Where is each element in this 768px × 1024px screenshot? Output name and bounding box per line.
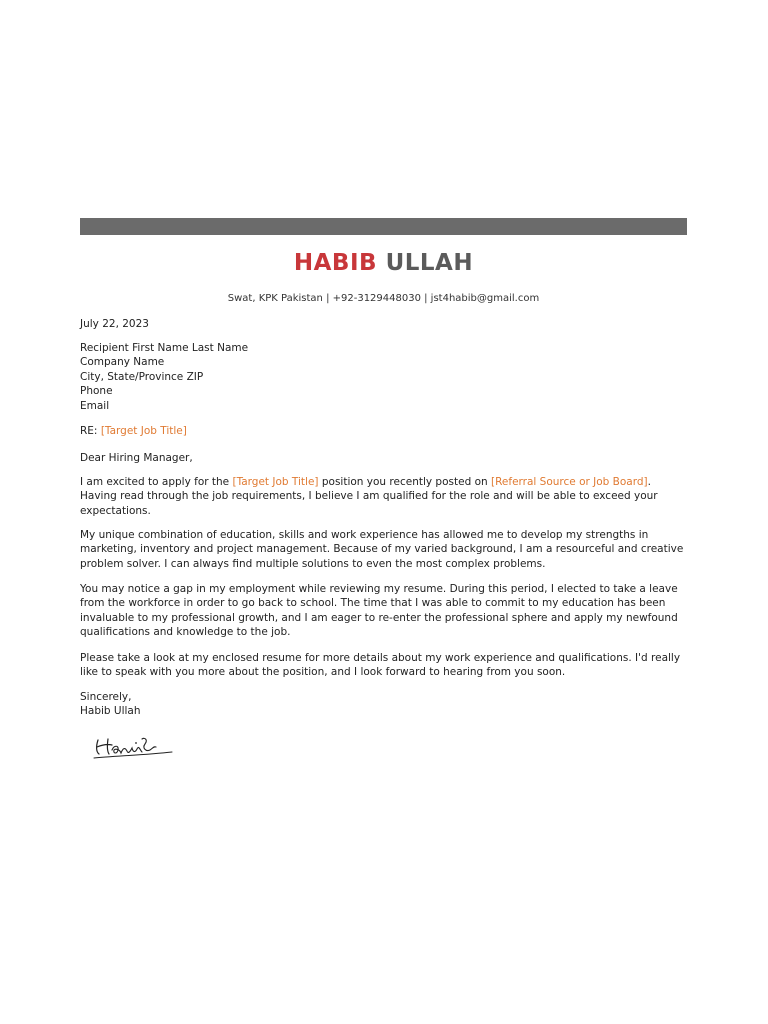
letter-date: July 22, 2023 <box>80 318 149 330</box>
subject-line <box>80 424 690 438</box>
intro-text-2: position you recently posted on <box>318 476 491 488</box>
recipient-name: Recipient First Name Last Name <box>80 342 249 354</box>
paragraph-gap: You may notice a gap in my employment while reviewing my resume. During this period, I elected to take a leave from the workforce in order to go back to school. The time that I was able to commit to my education has been invaluable to my professional growth, and I am eager to re-enter the professional sphere and apply my newfound qualifications and knowledge to the job. <box>80 583 678 639</box>
paragraph-skills: My unique combination of education, skills and work experience has allowed me to develop my strengths in marketing, inventory and project management. Because of my varied background, I am a resourceful and creative problem solver. I can always find multiple solutions to even the most complex problems. <box>80 529 684 570</box>
intro-text-1: I am excited to apply for the <box>80 476 233 488</box>
recipient-email: Email <box>80 399 110 412</box>
job-title-placeholder: [Target Job Title] <box>232 476 319 488</box>
applicant-name <box>80 249 687 277</box>
sign-off <box>80 690 690 719</box>
subject-label: RE: <box>80 425 101 437</box>
salutation: Dear Hiring Manager, <box>80 452 193 464</box>
first-name: HABIB <box>293 250 378 276</box>
signer-name: Habib Ullah <box>80 705 141 718</box>
paragraph-intro <box>80 475 690 518</box>
recipient-block <box>80 341 690 413</box>
referral-source-placeholder: [Referral Source or Job Board] <box>491 476 648 488</box>
closing-word: Sincerely, <box>80 691 132 703</box>
recipient-company: Company Name <box>80 356 165 369</box>
last-name: ULLAH <box>385 250 474 276</box>
header-bar <box>80 218 687 235</box>
paragraph-closing: Please take a look at my enclosed resume for more details about my work experience and qualifications. I'd really like to speak with you more about the position, and I look forward to hearing from you soon. <box>80 652 681 679</box>
subject-placeholder: [Target Job Title] <box>100 425 187 437</box>
recipient-address: City, State/Province ZIP <box>80 370 204 383</box>
recipient-phone: Phone <box>80 385 113 398</box>
handwritten-signature <box>90 728 185 762</box>
intro-text-3: . Having read through the job requirements, I believe I am qualified for the role and will be able to exceed your expectations. <box>80 476 658 517</box>
contact-info: Swat, KPK Pakistan | +92-3129448030 | jst4habib@gmail.com <box>227 293 540 304</box>
